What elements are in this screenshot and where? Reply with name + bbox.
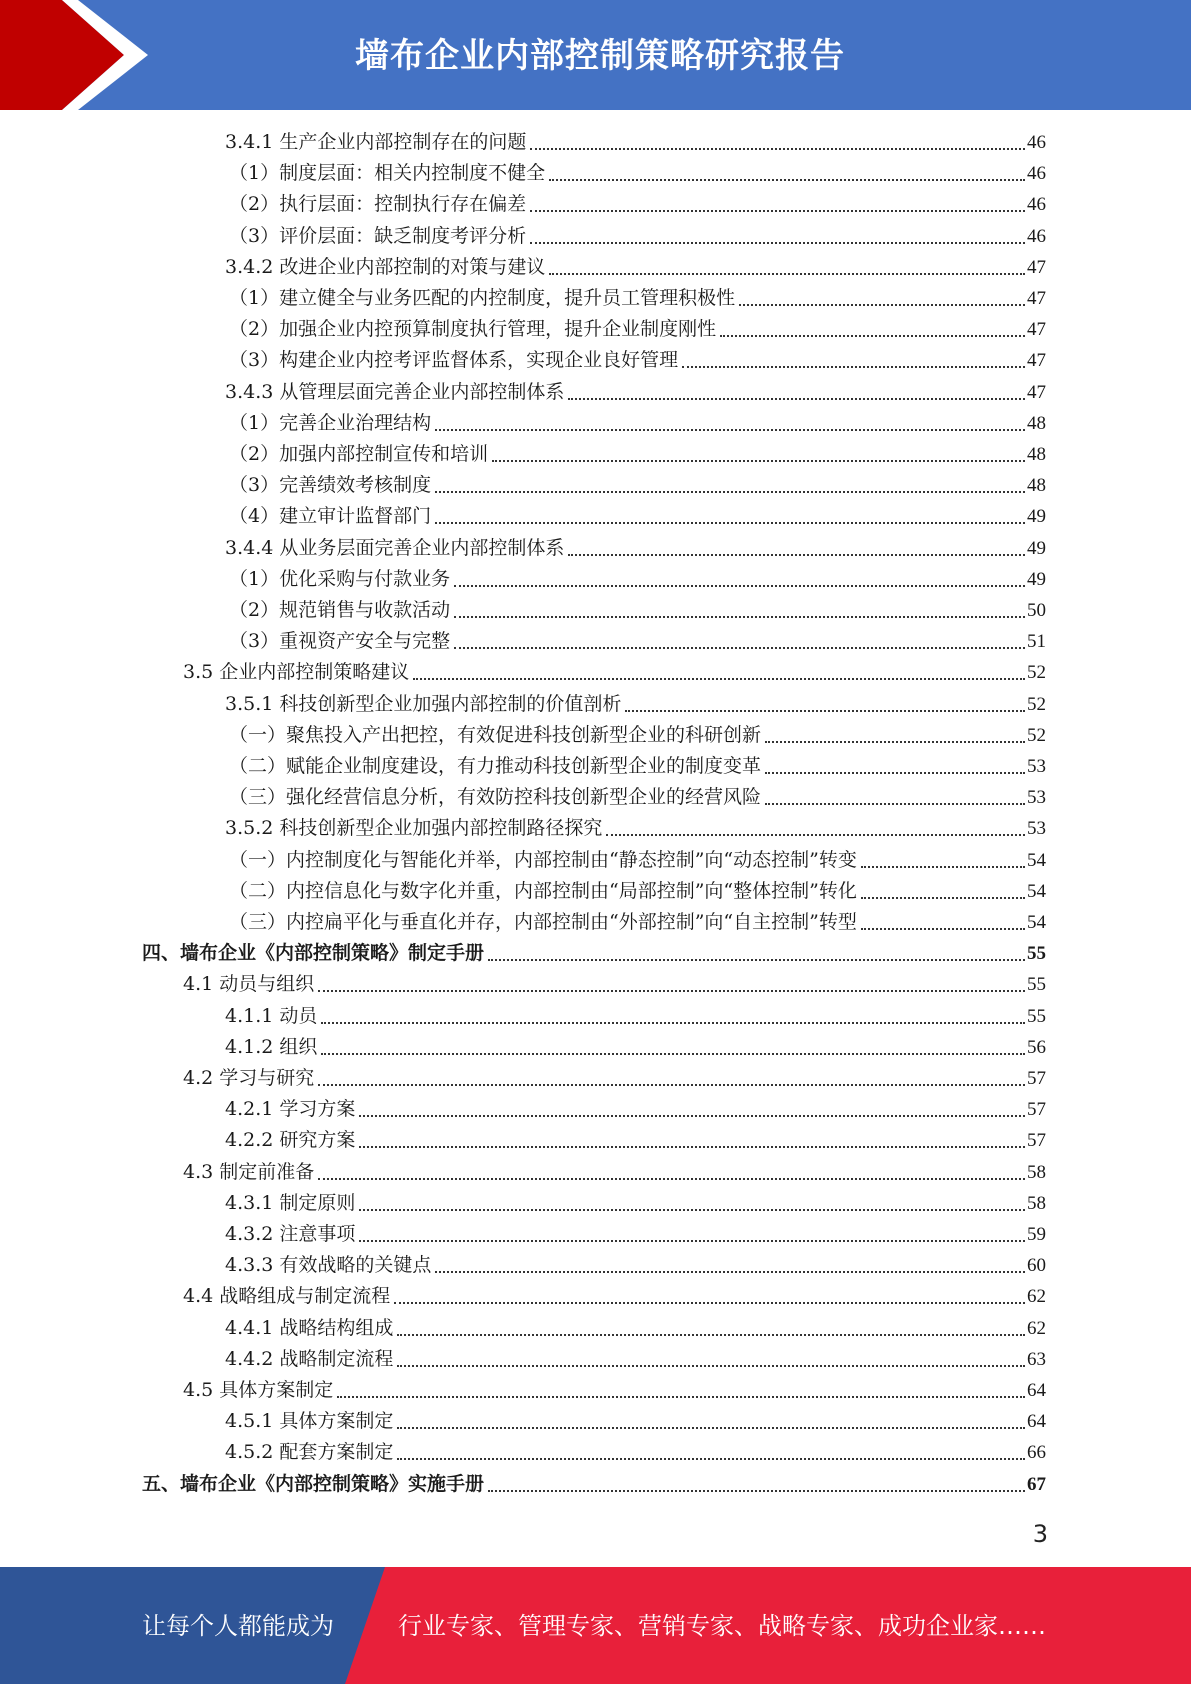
toc-entry[interactable]	[183, 1063, 1046, 1094]
toc-entry-page: 55	[1027, 943, 1046, 965]
toc-entry-page: 64	[1027, 1411, 1046, 1433]
toc-entry[interactable]	[225, 252, 1046, 283]
toc-leader-dots	[530, 241, 1025, 244]
toc-leader-dots	[318, 989, 1025, 992]
toc-entry-label: 4.5.2 配套方案制定	[225, 1441, 394, 1464]
toc-entry[interactable]	[229, 439, 1046, 470]
toc-leader-dots	[530, 209, 1025, 212]
toc-entry-page: 49	[1027, 537, 1046, 559]
toc-entry-page: 52	[1027, 724, 1046, 746]
toc-entry-page: 63	[1027, 1348, 1046, 1370]
toc-entry-label: 4.5.1 具体方案制定	[225, 1410, 394, 1433]
toc-leader-dots	[435, 428, 1025, 431]
toc-entry-page: 54	[1027, 849, 1046, 871]
toc-entry[interactable]	[225, 1344, 1046, 1375]
toc-leader-dots	[435, 490, 1025, 493]
toc-entry-label: （一）聚焦投入产出把控，有效促进科技创新型企业的科研创新	[229, 723, 762, 746]
toc-entry[interactable]	[229, 845, 1046, 876]
toc-entry-label: 4.2.2 研究方案	[225, 1129, 356, 1152]
toc-leader-dots	[413, 677, 1025, 680]
toc-entry[interactable]	[229, 751, 1046, 782]
toc-entry-label: 3.4.2 改进企业内部控制的对策与建议	[225, 255, 546, 278]
toc-leader-dots	[625, 709, 1025, 712]
toc-entry-label: 4.3 制定前准备	[183, 1160, 315, 1183]
toc-entry-label: （3）构建企业内控考评监督体系，实现企业良好管理	[229, 349, 679, 372]
page-header	[0, 0, 1191, 110]
toc-entry[interactable]	[229, 470, 1046, 501]
toc-entry[interactable]	[229, 283, 1046, 314]
toc-entry-page: 48	[1027, 444, 1046, 465]
toc-leader-dots	[549, 272, 1025, 275]
toc-leader-dots	[454, 646, 1025, 649]
toc-leader-dots	[454, 615, 1025, 618]
toc-entry-label: （三）强化经营信息分析，有效防控科技创新型企业的经营风险	[229, 786, 762, 809]
toc-leader-dots	[359, 1145, 1025, 1148]
toc-entry[interactable]	[225, 1094, 1046, 1125]
toc-entry-page: 47	[1027, 256, 1046, 278]
toc-entry-label: 4.5 具体方案制定	[183, 1379, 334, 1401]
toc-leader-dots	[739, 303, 1025, 306]
toc-entry-label: 4.2.1 学习方案	[225, 1098, 356, 1121]
toc-entry[interactable]	[229, 314, 1046, 345]
toc-entry-page: 60	[1027, 1255, 1046, 1277]
report-title: 墙布企业内部控制策略研究报告	[355, 36, 845, 76]
toc-entry-page: 62	[1027, 1317, 1046, 1339]
toc-leader-dots	[606, 833, 1025, 836]
toc-leader-dots	[549, 178, 1025, 181]
toc-entry[interactable]	[225, 377, 1046, 408]
toc-entry-label: 4.2 学习与研究	[183, 1067, 315, 1089]
toc-leader-dots	[397, 1333, 1025, 1336]
toc-entry[interactable]	[225, 1406, 1046, 1437]
toc-entry[interactable]	[183, 1281, 1046, 1312]
toc-entry[interactable]	[183, 969, 1046, 1000]
toc-entry[interactable]	[183, 1157, 1046, 1188]
toc-entry-label: 3.5 企业内部控制策略建议	[183, 661, 410, 684]
toc-leader-dots	[720, 334, 1025, 337]
toc-entry-page: 54	[1027, 912, 1046, 933]
toc-leader-dots	[765, 771, 1025, 774]
toc-entry[interactable]	[225, 1125, 1046, 1156]
toc-entry-label: （3）重视资产安全与完整	[229, 630, 451, 653]
toc-entry-page: 46	[1027, 163, 1046, 185]
toc-entry-page: 48	[1027, 475, 1046, 497]
toc-entry-page: 58	[1027, 1161, 1046, 1183]
toc-entry-page: 58	[1027, 1192, 1046, 1214]
toc-leader-dots	[359, 1239, 1025, 1242]
toc-entry[interactable]	[225, 1001, 1046, 1032]
toc-entry-label: （三）内控扁平化与垂直化并存，内部控制由“外部控制”向“自主控制”转型	[229, 911, 857, 933]
toc-leader-dots	[568, 397, 1025, 400]
toc-entry-page: 52	[1027, 693, 1046, 715]
toc-entry[interactable]	[225, 1219, 1046, 1250]
toc-entry-page: 49	[1027, 568, 1046, 590]
toc-entry-page: 56	[1027, 1036, 1046, 1058]
toc-leader-dots	[321, 1052, 1025, 1055]
toc-entry[interactable]	[229, 907, 1046, 938]
toc-entry-page: 47	[1027, 381, 1046, 403]
toc-entry[interactable]	[225, 689, 1046, 720]
toc-entry-page: 49	[1027, 506, 1046, 528]
toc-entry[interactable]	[229, 720, 1046, 751]
toc-leader-dots	[397, 1364, 1025, 1367]
toc-entry-page: 46	[1027, 225, 1046, 247]
toc-entry-page: 51	[1027, 631, 1046, 653]
toc-entry[interactable]	[225, 127, 1046, 158]
toc-entry[interactable]	[225, 1437, 1046, 1468]
toc-leader-dots	[359, 1114, 1025, 1117]
toc-entry-label: 4.3.1 制定原则	[225, 1191, 356, 1214]
toc-leader-dots	[488, 1489, 1025, 1492]
toc-entry[interactable]	[142, 938, 1046, 969]
toc-entry[interactable]	[229, 345, 1046, 376]
toc-entry-page: 57	[1027, 1099, 1046, 1121]
toc-leader-dots	[765, 740, 1025, 743]
toc-leader-dots	[321, 1021, 1025, 1024]
toc-entry-label: （1）优化采购与付款业务	[229, 567, 451, 590]
toc-entry[interactable]	[225, 813, 1046, 844]
toc-leader-dots	[359, 1208, 1025, 1211]
toc-entry-page: 47	[1027, 319, 1046, 341]
toc-entry-page: 53	[1027, 756, 1046, 777]
toc-entry-label: 4.4 战略组成与制定流程	[183, 1285, 391, 1308]
toc-entry-label: 4.3.2 注意事项	[225, 1223, 356, 1245]
toc-leader-dots	[492, 459, 1025, 462]
toc-entry[interactable]	[225, 533, 1046, 564]
toc-entry-page: 59	[1027, 1224, 1046, 1245]
footer-slogan-left: 让每个人都能成为	[142, 1612, 334, 1640]
toc-entry-page: 57	[1027, 1068, 1046, 1089]
page-footer	[0, 1567, 1191, 1684]
toc-leader-dots	[861, 865, 1025, 868]
toc-entry-label: （一）内控制度化与智能化并举，内部控制由“静态控制”向“动态控制”转变	[229, 848, 857, 871]
toc-entry[interactable]	[229, 782, 1046, 813]
toc-entry-page: 52	[1027, 662, 1046, 684]
toc-entry[interactable]	[229, 626, 1046, 657]
toc-entry-page: 66	[1027, 1442, 1046, 1464]
toc-entry-label: （2）加强企业内控预算制度执行管理，提升企业制度刚性	[229, 318, 717, 341]
toc-entry-page: 55	[1027, 974, 1046, 996]
toc-entry-label: 4.1.2 组织	[225, 1035, 318, 1058]
toc-leader-dots	[765, 802, 1025, 805]
toc-entry-label: （2）执行层面：控制执行存在偏差	[229, 193, 527, 216]
toc-leader-dots	[397, 1457, 1025, 1460]
toc-entry[interactable]	[229, 158, 1046, 189]
toc-leader-dots	[530, 147, 1025, 150]
toc-entry-page: 50	[1027, 600, 1046, 621]
toc-entry[interactable]	[183, 657, 1046, 688]
toc-entry-label: （3）评价层面：缺乏制度考评分析	[229, 224, 527, 247]
toc-entry-page: 46	[1027, 194, 1046, 216]
toc-entry-page: 53	[1027, 787, 1046, 809]
toc-entry[interactable]	[225, 1313, 1046, 1344]
toc-leader-dots	[337, 1395, 1025, 1398]
toc-entry-label: 4.4.2 战略制定流程	[225, 1347, 394, 1370]
toc-leader-dots	[397, 1426, 1025, 1429]
toc-entry[interactable]	[142, 1469, 1046, 1500]
toc-entry-page: 62	[1027, 1286, 1046, 1308]
toc-leader-dots	[454, 584, 1025, 587]
toc-entry-label: 五、墙布企业《内部控制策略》实施手册	[142, 1472, 485, 1495]
toc-entry[interactable]	[225, 1188, 1046, 1219]
toc-entry[interactable]	[229, 221, 1046, 252]
toc-entry-page: 48	[1027, 412, 1046, 434]
toc-leader-dots	[682, 365, 1025, 368]
toc-entry[interactable]	[229, 189, 1046, 220]
toc-leader-dots	[318, 1083, 1025, 1086]
toc-entry[interactable]	[229, 564, 1046, 595]
toc-entry-label: 3.4.3 从管理层面完善企业内部控制体系	[225, 380, 565, 403]
footer-slogan-right: 行业专家、管理专家、营销专家、战略专家、成功企业家……	[398, 1612, 1046, 1640]
toc-entry-label: （3）完善绩效考核制度	[229, 474, 432, 497]
toc-leader-dots	[394, 1301, 1025, 1304]
toc-entry-label: （1）制度层面：相关内控制度不健全	[229, 162, 546, 185]
toc-entry-label: 4.3.3 有效战略的关键点	[225, 1254, 432, 1277]
toc-entry-page: 47	[1027, 288, 1046, 309]
toc-entry-label: 4.4.1 战略结构组成	[225, 1316, 394, 1339]
toc-entry[interactable]	[225, 1032, 1046, 1063]
toc-entry-label: 4.1.1 动员	[225, 1004, 318, 1027]
toc-leader-dots	[435, 521, 1025, 524]
toc-leader-dots	[318, 1177, 1025, 1180]
toc-entry-label: （2）规范销售与收款活动	[229, 599, 451, 621]
toc-leader-dots	[568, 553, 1025, 556]
toc-entry-label: （2）加强内部控制宣传和培训	[229, 443, 489, 465]
toc-entry-label: 3.4.4 从业务层面完善企业内部控制体系	[225, 536, 565, 559]
toc-entry-label: 四、墙布企业《内部控制策略》制定手册	[142, 942, 485, 965]
toc-entry-page: 54	[1027, 880, 1046, 902]
header-chevron-icon	[0, 0, 160, 110]
toc-entry-page: 64	[1027, 1380, 1046, 1401]
page-number: 3	[1032, 1520, 1048, 1548]
toc-entry-page: 53	[1027, 818, 1046, 840]
toc-entry[interactable]	[229, 408, 1046, 439]
toc-entry-page: 47	[1027, 350, 1046, 372]
toc-entry-page: 57	[1027, 1130, 1046, 1152]
toc-entry[interactable]	[229, 501, 1046, 532]
toc-entry-label: 4.1 动员与组织	[183, 973, 315, 996]
toc-entry-label: （二）内控信息化与数字化并重，内部控制由“局部控制”向“整体控制”转化	[229, 879, 857, 902]
toc-entry-page: 67	[1027, 1473, 1046, 1495]
toc-leader-dots	[435, 1270, 1025, 1273]
toc-entry-page: 55	[1027, 1005, 1046, 1027]
toc-entry[interactable]	[229, 595, 1046, 626]
toc-entry-page: 46	[1027, 132, 1046, 153]
toc-entry-label: 3.4.1 生产企业内部控制存在的问题	[225, 131, 527, 153]
toc-entry[interactable]	[229, 876, 1046, 907]
toc-entry-label: （1）完善企业治理结构	[229, 411, 432, 434]
toc-entry[interactable]	[225, 1250, 1046, 1281]
toc-entry[interactable]	[183, 1375, 1046, 1406]
toc-entry-label: 3.5.1 科技创新型企业加强内部控制的价值剖析	[225, 692, 622, 715]
toc-entry-label: （二）赋能企业制度建设，有力推动科技创新型企业的制度变革	[229, 755, 762, 777]
toc-entry-label: 3.5.2 科技创新型企业加强内部控制路径探究	[225, 817, 603, 840]
toc-leader-dots	[861, 896, 1025, 899]
toc-entry-label: （4）建立审计监督部门	[229, 505, 432, 528]
toc-entry-label: （1）建立健全与业务匹配的内控制度，提升员工管理积极性	[229, 287, 736, 309]
toc-leader-dots	[488, 958, 1025, 961]
toc-leader-dots	[861, 927, 1025, 930]
